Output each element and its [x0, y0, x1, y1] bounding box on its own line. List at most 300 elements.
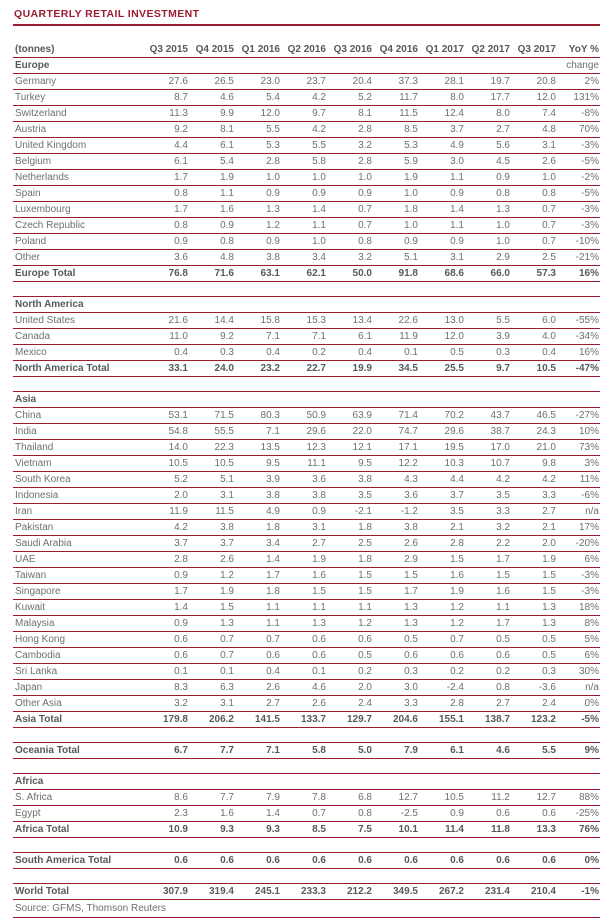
cell-value: 11.1	[307, 458, 326, 469]
cell-value: 38.7	[490, 426, 510, 437]
cell-value: 1.5	[542, 586, 556, 597]
cell-value: 0.9	[312, 188, 326, 199]
section-north-america	[13, 296, 600, 377]
cell-value: 2.6	[266, 682, 280, 693]
yoy-value: 17%	[578, 522, 599, 533]
cell-value: 28.1	[444, 76, 464, 87]
cell-value: 1.3	[542, 602, 556, 613]
cell-value: 8.1	[358, 108, 372, 119]
section-europe	[13, 58, 600, 282]
cell-value: 0.6	[312, 634, 326, 645]
yoy-value: -34%	[575, 331, 599, 342]
total-value: 91.8	[398, 268, 418, 279]
cell-value: 6.8	[358, 792, 372, 803]
total-value: 245.1	[254, 886, 280, 897]
yoy-value: 16%	[578, 347, 599, 358]
table-row	[13, 616, 600, 632]
cell-value: 1.5	[358, 570, 372, 581]
yoy-value: 70%	[578, 124, 599, 135]
table-row	[13, 154, 600, 170]
cell-value: 1.0	[312, 236, 326, 247]
total-yoy-value: 0%	[584, 855, 599, 866]
cell-value: 1.0	[404, 188, 418, 199]
cell-value: 3.8	[220, 522, 234, 533]
cell-value: 0.6	[542, 808, 556, 819]
total-value: 0.6	[404, 855, 418, 866]
cell-value: 1.7	[496, 618, 510, 629]
cell-value: 2.3	[174, 808, 188, 819]
cell-value: 5.2	[358, 92, 372, 103]
cell-value: 1.1	[220, 188, 234, 199]
cell-value: 22.6	[398, 315, 418, 326]
cell-value: 7.1	[266, 331, 280, 342]
cell-value: 0.5	[496, 634, 510, 645]
cell-value: 1.7	[404, 586, 418, 597]
total-value: 0.6	[266, 855, 280, 866]
cell-value: 0.6	[496, 808, 510, 819]
yoy-value: -5%	[581, 188, 599, 199]
row-label: Cambodia	[15, 650, 61, 661]
cell-value: 11.9	[169, 506, 188, 517]
page-title: QUARTERLY RETAIL INVESTMENT	[14, 8, 200, 20]
cell-value: 1.2	[450, 618, 464, 629]
row-label: China	[15, 410, 42, 421]
row-label: Switzerland	[15, 108, 67, 119]
total-value: 233.3	[300, 886, 326, 897]
cell-value: 12.0	[260, 108, 280, 119]
total-value: 5.5	[542, 745, 556, 756]
cell-value: 1.5	[450, 554, 464, 565]
cell-value: 1.6	[312, 570, 326, 581]
total-value: 8.5	[312, 824, 326, 835]
cell-value: 0.5	[358, 650, 372, 661]
cell-value: 1.2	[358, 618, 372, 629]
yoy-value: -20%	[575, 538, 599, 549]
yoy-value: -27%	[575, 410, 599, 421]
cell-value: 19.5	[444, 442, 464, 453]
cell-value: 8.0	[450, 92, 464, 103]
cell-value: 1.3	[404, 618, 418, 629]
cell-value: 11.2	[491, 792, 510, 803]
yoy-value: -25%	[575, 808, 599, 819]
cell-value: 3.8	[266, 252, 280, 263]
table-row	[13, 138, 600, 154]
column-header: Q3 2015	[149, 44, 188, 55]
cell-value: 0.8	[358, 236, 372, 247]
cell-value: 3.7	[450, 124, 464, 135]
cell-value: 1.1	[358, 602, 372, 613]
cell-value: 4.6	[312, 682, 326, 693]
cell-value: 2.6	[542, 156, 556, 167]
cell-value: 4.4	[450, 474, 464, 485]
cell-value: 3.3	[404, 698, 418, 709]
total-value: 9.3	[220, 824, 234, 835]
cell-value: 4.6	[220, 92, 234, 103]
column-header: Q2 2016	[287, 44, 326, 55]
cell-value: 3.0	[450, 156, 464, 167]
total-value: 179.8	[162, 714, 188, 725]
row-label: Hong Kong	[15, 634, 66, 645]
cell-value: 3.3	[542, 490, 556, 501]
row-label: Netherlands	[15, 172, 69, 183]
cell-value: 1.1	[450, 220, 464, 231]
table-row	[13, 202, 600, 218]
row-label: Kuwait	[15, 602, 46, 613]
cell-value: 3.8	[266, 490, 280, 501]
cell-value: 12.3	[306, 442, 326, 453]
cell-value: 0.8	[542, 188, 556, 199]
cell-value: 11.0	[169, 331, 188, 342]
cell-value: 2.7	[496, 698, 510, 709]
cell-value: 5.9	[404, 156, 418, 167]
cell-value: 1.8	[266, 522, 280, 533]
table-row	[13, 806, 600, 822]
row-label: Thailand	[15, 442, 54, 453]
section-name: Europe	[15, 60, 50, 71]
cell-value: 1.1	[266, 602, 280, 613]
cell-value: 1.5	[496, 570, 510, 581]
table-row	[13, 648, 600, 664]
total-value: 7.9	[404, 745, 418, 756]
column-header: Q1 2017	[425, 44, 464, 55]
total-yoy-value: -5%	[581, 714, 599, 725]
cell-value: 0.9	[174, 618, 188, 629]
cell-value: 0.9	[266, 236, 280, 247]
cell-value: 8.3	[174, 682, 188, 693]
cell-value: 0.4	[542, 347, 556, 358]
total-value: 9.3	[266, 824, 280, 835]
row-label: Vietnam	[15, 458, 52, 469]
cell-value: 2.0	[174, 490, 188, 501]
row-label: UAE	[15, 554, 36, 565]
cell-value: 3.8	[358, 474, 372, 485]
cell-value: 3.9	[266, 474, 280, 485]
cell-value: 5.5	[496, 315, 510, 326]
table-row	[13, 456, 600, 472]
total-row	[13, 742, 600, 759]
cell-value: 8.5	[404, 124, 418, 135]
section-header-row	[13, 773, 600, 790]
row-label: Pakistan	[15, 522, 54, 533]
cell-value: 1.0	[266, 172, 280, 183]
cell-value: 2.5	[358, 538, 372, 549]
cell-value: 10.5	[214, 458, 234, 469]
cell-value: 15.8	[260, 315, 280, 326]
cell-value: 5.3	[404, 140, 418, 151]
cell-value: -2.1	[354, 506, 372, 517]
total-row	[13, 361, 600, 377]
cell-value: 2.7	[496, 124, 510, 135]
cell-value: -2.4	[446, 682, 464, 693]
cell-value: 9.2	[174, 124, 188, 135]
total-value: 24.0	[214, 363, 234, 374]
table-row	[13, 472, 600, 488]
table-row	[13, 313, 600, 329]
table-row	[13, 186, 600, 202]
table-row	[13, 90, 600, 106]
cell-value: 1.8	[358, 554, 372, 565]
row-label: Iran	[15, 506, 33, 517]
cell-value: 0.6	[496, 650, 510, 661]
cell-value: 1.9	[312, 554, 326, 565]
total-yoy-value: 9%	[584, 745, 599, 756]
change-label: change	[566, 60, 599, 71]
cell-value: 5.4	[220, 156, 234, 167]
yoy-value: -10%	[575, 236, 599, 247]
cell-value: 7.7	[220, 792, 234, 803]
cell-value: 21.6	[168, 315, 188, 326]
total-label: North America Total	[15, 363, 110, 374]
unit-label: (tonnes)	[15, 44, 55, 55]
cell-value: 12.7	[398, 792, 418, 803]
cell-value: 2.7	[542, 506, 556, 517]
total-value: 68.6	[444, 268, 464, 279]
cell-value: 2.9	[404, 554, 418, 565]
cell-value: 3.7	[174, 538, 188, 549]
total-value: 138.7	[484, 714, 510, 725]
cell-value: 3.2	[358, 252, 372, 263]
total-value: 10.1	[398, 824, 418, 835]
cell-value: 19.7	[490, 76, 510, 87]
total-value: 129.7	[346, 714, 372, 725]
total-value: 19.9	[352, 363, 372, 374]
yoy-value: -3%	[581, 570, 599, 581]
column-header: Q2 2017	[471, 44, 510, 55]
cell-value: 0.9	[220, 220, 234, 231]
cell-value: 3.7	[450, 490, 464, 501]
cell-value: 1.3	[266, 204, 280, 215]
cell-value: 3.8	[312, 490, 326, 501]
row-label: Spain	[15, 188, 41, 199]
total-value: 0.6	[496, 855, 510, 866]
cell-value: 0.8	[358, 808, 372, 819]
yoy-value: 0%	[584, 698, 599, 709]
cell-value: 5.2	[174, 474, 188, 485]
total-value: 66.0	[490, 268, 510, 279]
cell-value: 71.5	[214, 410, 234, 421]
cell-value: 0.1	[174, 666, 188, 677]
cell-value: 3.1	[312, 522, 326, 533]
cell-value: 1.7	[496, 554, 510, 565]
cell-value: 1.4	[266, 554, 280, 565]
cell-value: 11.5	[215, 506, 234, 517]
cell-value: 2.8	[450, 698, 464, 709]
table-row	[13, 218, 600, 234]
cell-value: 2.9	[496, 252, 510, 263]
row-label: Germany	[15, 76, 57, 87]
total-value: 76.8	[168, 268, 188, 279]
cell-value: 3.5	[450, 506, 464, 517]
cell-value: 21.0	[536, 442, 556, 453]
cell-value: 17.1	[398, 442, 418, 453]
cell-value: 7.4	[542, 108, 556, 119]
column-header: Q4 2015	[195, 44, 234, 55]
table-row	[13, 488, 600, 504]
cell-value: 29.6	[444, 426, 464, 437]
cell-value: 4.8	[220, 252, 234, 263]
cell-value: 4.5	[496, 156, 510, 167]
cell-value: 9.2	[220, 331, 234, 342]
section-name: North America	[15, 299, 84, 310]
cell-value: 0.3	[542, 666, 556, 677]
total-yoy-value: -47%	[575, 363, 599, 374]
total-yoy-value: 16%	[578, 268, 599, 279]
yoy-value: 30%	[578, 666, 599, 677]
cell-value: 24.3	[536, 426, 556, 437]
cell-value: 3.6	[404, 490, 418, 501]
cell-value: 1.9	[450, 586, 464, 597]
table-row	[13, 632, 600, 648]
cell-value: 1.0	[496, 236, 510, 247]
cell-value: 22.3	[214, 442, 234, 453]
section-header-row	[13, 391, 600, 408]
cell-value: 1.5	[312, 586, 326, 597]
cell-value: 46.5	[536, 410, 556, 421]
table-row	[13, 790, 600, 806]
cell-value: 3.1	[542, 140, 556, 151]
cell-value: 17.0	[490, 442, 510, 453]
yoy-value: -55%	[575, 315, 599, 326]
section-header-row	[13, 296, 600, 313]
table-row	[13, 408, 600, 424]
cell-value: 9.9	[220, 108, 234, 119]
cell-value: 0.8	[496, 682, 510, 693]
table-row	[13, 74, 600, 90]
cell-value: 12.0	[444, 331, 464, 342]
table-row	[13, 504, 600, 520]
cell-value: 12.0	[536, 92, 556, 103]
cell-value: 70.2	[444, 410, 464, 421]
total-value: 10.9	[168, 824, 188, 835]
cell-value: 1.3	[312, 618, 326, 629]
cell-value: 4.9	[266, 506, 280, 517]
yoy-value: 11%	[579, 474, 599, 485]
cell-value: 1.8	[266, 586, 280, 597]
cell-value: 4.2	[312, 124, 326, 135]
total-value: 267.2	[438, 886, 464, 897]
cell-value: 3.0	[404, 682, 418, 693]
yoy-value: -3%	[581, 140, 599, 151]
cell-value: 7.1	[312, 331, 326, 342]
cell-value: 80.3	[260, 410, 280, 421]
cell-value: 9.8	[542, 458, 556, 469]
cell-value: 5.5	[266, 124, 280, 135]
cell-value: 0.7	[450, 634, 464, 645]
cell-value: 17.7	[490, 92, 510, 103]
cell-value: 11.9	[399, 331, 418, 342]
yoy-value: -3%	[581, 586, 599, 597]
cell-value: 1.5	[220, 602, 234, 613]
total-value: 155.1	[438, 714, 464, 725]
cell-value: 0.9	[312, 506, 326, 517]
total-value: 22.7	[306, 363, 326, 374]
row-label: Czech Republic	[15, 220, 86, 231]
table-row	[13, 600, 600, 616]
table-row	[13, 584, 600, 600]
cell-value: 1.1	[450, 172, 464, 183]
total-value: 210.4	[530, 886, 556, 897]
cell-value: 12.7	[536, 792, 556, 803]
total-value: 212.2	[346, 886, 372, 897]
row-label: Sri Lanka	[15, 666, 58, 677]
cell-value: 1.7	[266, 570, 280, 581]
cell-value: 1.6	[220, 204, 234, 215]
table-body	[13, 58, 600, 900]
table-row	[13, 329, 600, 345]
cell-value: 0.5	[404, 634, 418, 645]
cell-value: -3.6	[538, 682, 556, 693]
cell-value: 1.0	[358, 172, 372, 183]
cell-value: 0.9	[496, 172, 510, 183]
total-value: 4.6	[496, 745, 510, 756]
total-value: 7.1	[266, 745, 280, 756]
table-row	[13, 122, 600, 138]
total-row	[13, 852, 600, 869]
cell-value: 12.1	[352, 442, 372, 453]
cell-value: 2.8	[450, 538, 464, 549]
cell-value: 4.3	[404, 474, 418, 485]
cell-value: 1.5	[404, 570, 418, 581]
cell-value: 1.0	[542, 172, 556, 183]
yoy-value: 88%	[578, 792, 599, 803]
cell-value: 74.7	[398, 426, 418, 437]
cell-value: 22.0	[352, 426, 372, 437]
section-header-row	[13, 58, 600, 74]
cell-value: 3.2	[358, 140, 372, 151]
row-label: Japan	[15, 682, 43, 693]
row-label: Taiwan	[15, 570, 47, 581]
cell-value: 0.2	[450, 666, 464, 677]
total-value: 307.9	[162, 886, 188, 897]
table-row	[13, 536, 600, 552]
cell-value: 63.9	[352, 410, 372, 421]
cell-value: 2.1	[450, 522, 464, 533]
total-label: South America Total	[15, 855, 112, 866]
cell-value: 6.1	[358, 331, 372, 342]
cell-value: 3.4	[312, 252, 326, 263]
cell-value: 2.6	[404, 538, 418, 549]
total-value: 0.6	[542, 855, 556, 866]
source-text: Source: GFMS, Thomson Reuters	[15, 903, 166, 914]
cell-value: 27.6	[168, 76, 188, 87]
cell-value: 0.3	[404, 666, 418, 677]
cell-value: 0.4	[266, 666, 280, 677]
cell-value: 0.2	[496, 666, 510, 677]
cell-value: 37.3	[398, 76, 418, 87]
cell-value: 4.2	[542, 474, 556, 485]
cell-value: 3.8	[404, 522, 418, 533]
total-value: 71.6	[214, 268, 234, 279]
cell-value: 43.7	[490, 410, 510, 421]
cell-value: 1.9	[220, 172, 234, 183]
total-value: 141.5	[254, 714, 280, 725]
cell-value: 9.7	[312, 108, 326, 119]
total-value: 319.4	[208, 886, 234, 897]
cell-value: 0.8	[220, 236, 234, 247]
cell-value: 9.5	[266, 458, 280, 469]
cell-value: 0.7	[220, 634, 234, 645]
cell-value: 2.8	[266, 156, 280, 167]
row-label: Belgium	[15, 156, 52, 167]
total-row	[13, 266, 600, 282]
yoy-value: -6%	[581, 490, 599, 501]
cell-value: 1.3	[542, 618, 556, 629]
table-row	[13, 696, 600, 712]
cell-value: 1.6	[450, 570, 464, 581]
total-value: 6.1	[450, 745, 464, 756]
section-world-total	[13, 883, 600, 900]
total-value: 34.5	[398, 363, 418, 374]
